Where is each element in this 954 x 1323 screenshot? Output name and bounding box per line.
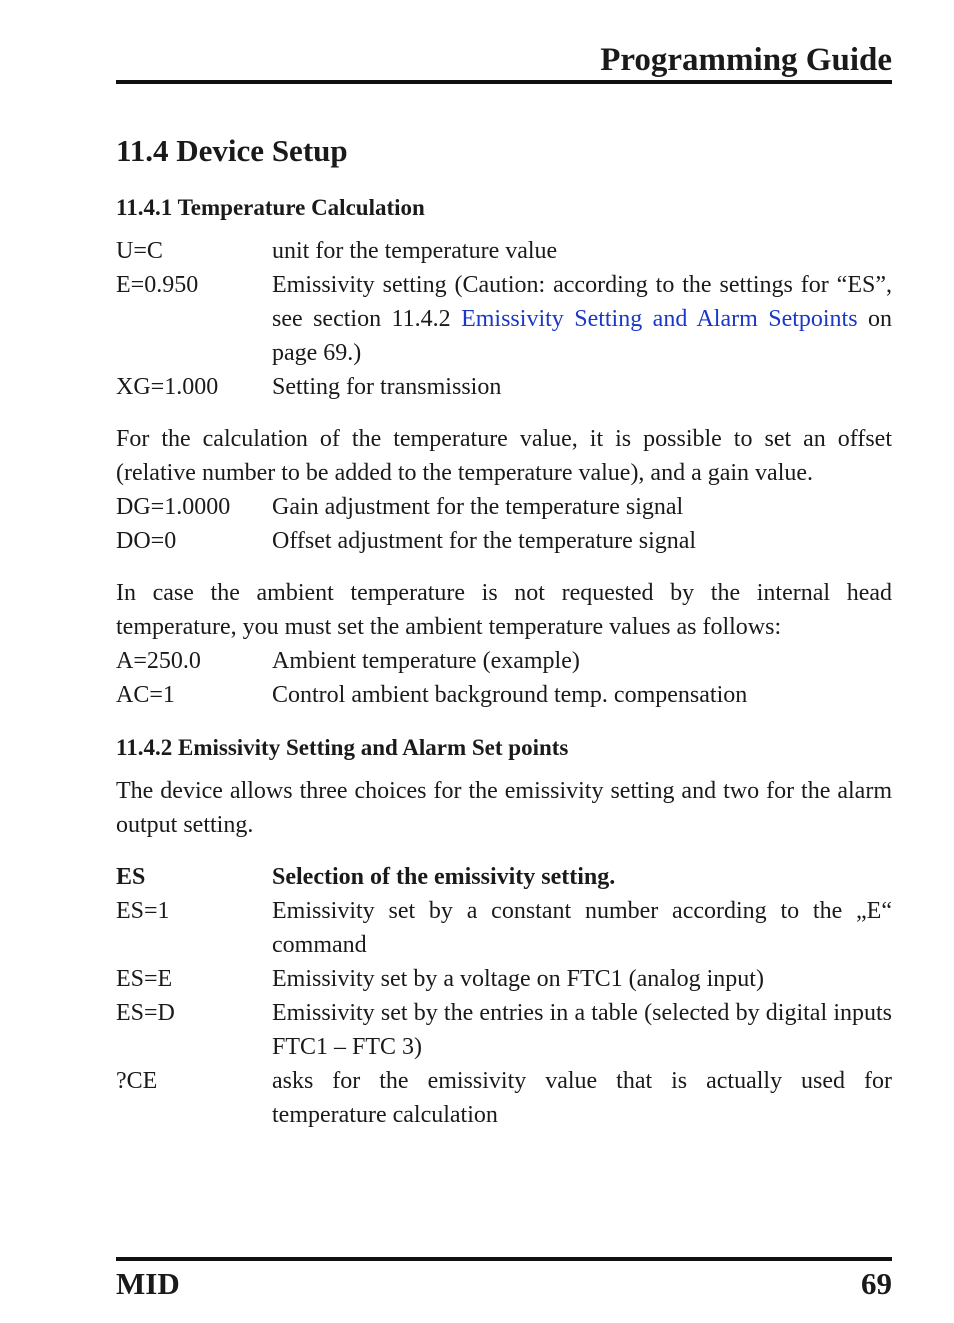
command-key: AC=1 (116, 682, 175, 708)
command-description: Offset adjustment for the temperature signal (272, 528, 697, 554)
page-footer (116, 1262, 892, 1306)
command-description: asks for the emissivity value that is actually used for temperature calculation (272, 1068, 892, 1128)
definition-list-gain-offset (116, 490, 892, 558)
paragraph-ambient: In case the ambient temperature is not requested by the internal head temperature, you must set the ambient temperature values as follows: (116, 580, 892, 640)
command-key: ES (116, 864, 146, 890)
page-number: 69 (861, 1266, 892, 1301)
command-key: E=0.950 (116, 272, 199, 298)
command-description: Emissivity set by a constant number according to the „E“ command (272, 898, 892, 958)
command-key: DG=1.0000 (116, 494, 231, 520)
definition-list-temperature (116, 234, 892, 404)
description-text: Emissivity setting (Caution: according to the settings for “ES”, see section 11.4.2 (272, 272, 892, 332)
header-rule (116, 80, 892, 84)
paragraph-emissivity-intro: The device allows three choices for the emissivity setting and two for the alarm output setting. (116, 778, 892, 838)
definition-row (116, 1064, 892, 1132)
command-key: U=C (116, 238, 163, 264)
definition-row (116, 234, 892, 268)
page-body (116, 128, 892, 1132)
command-description: Gain adjustment for the temperature signal (272, 494, 684, 520)
definition-row (116, 370, 892, 404)
command-key: ?CE (116, 1068, 158, 1094)
definition-row (116, 996, 892, 1064)
definition-row (116, 962, 892, 996)
command-key: ES=1 (116, 898, 170, 924)
command-key: XG=1.000 (116, 374, 219, 400)
command-description: unit for the temperature value (272, 238, 558, 264)
command-description (272, 268, 892, 370)
footer-rule (116, 1257, 892, 1261)
subsection-title-temperature-calculation: 11.4.1 Temperature Calculation (116, 195, 425, 220)
footer-product-name: MID (116, 1266, 180, 1301)
command-key: A=250.0 (116, 648, 201, 674)
definition-row (116, 268, 892, 370)
command-key: ES=E (116, 966, 173, 992)
command-description: Emissivity set by the entries in a table (selected by digital inputs FTC1 – FTC 3) (272, 1000, 892, 1060)
command-description: Selection of the emissivity setting. (272, 864, 616, 890)
definition-row (116, 894, 892, 962)
definition-row (116, 678, 892, 712)
definition-list-emissivity (116, 860, 892, 1132)
definition-row (116, 644, 892, 678)
paragraph-offset-gain: For the calculation of the temperature value, it is possible to set an offset (relative number to be added to the temperature value), and a gain value. (116, 426, 892, 486)
command-description: Emissivity set by a voltage on FTC1 (analog input) (272, 966, 764, 992)
subsection-title-emissivity: 11.4.2 Emissivity Setting and Alarm Set points (116, 735, 569, 760)
section-title: 11.4 Device Setup (116, 133, 348, 168)
command-description: Control ambient background temp. compensation (272, 682, 748, 708)
definition-row (116, 524, 892, 558)
definition-header-row (116, 860, 892, 894)
definition-list-ambient (116, 644, 892, 712)
running-header: Programming Guide (600, 42, 892, 78)
command-description: Setting for transmission (272, 374, 502, 400)
description-text: on page 69.) (272, 306, 893, 366)
command-key: DO=0 (116, 528, 177, 554)
cross-reference-link[interactable]: Emissivity Setting and Alarm Setpoints (461, 306, 858, 332)
command-description: Ambient temperature (example) (272, 648, 580, 674)
command-key: ES=D (116, 1000, 175, 1026)
definition-row (116, 490, 892, 524)
